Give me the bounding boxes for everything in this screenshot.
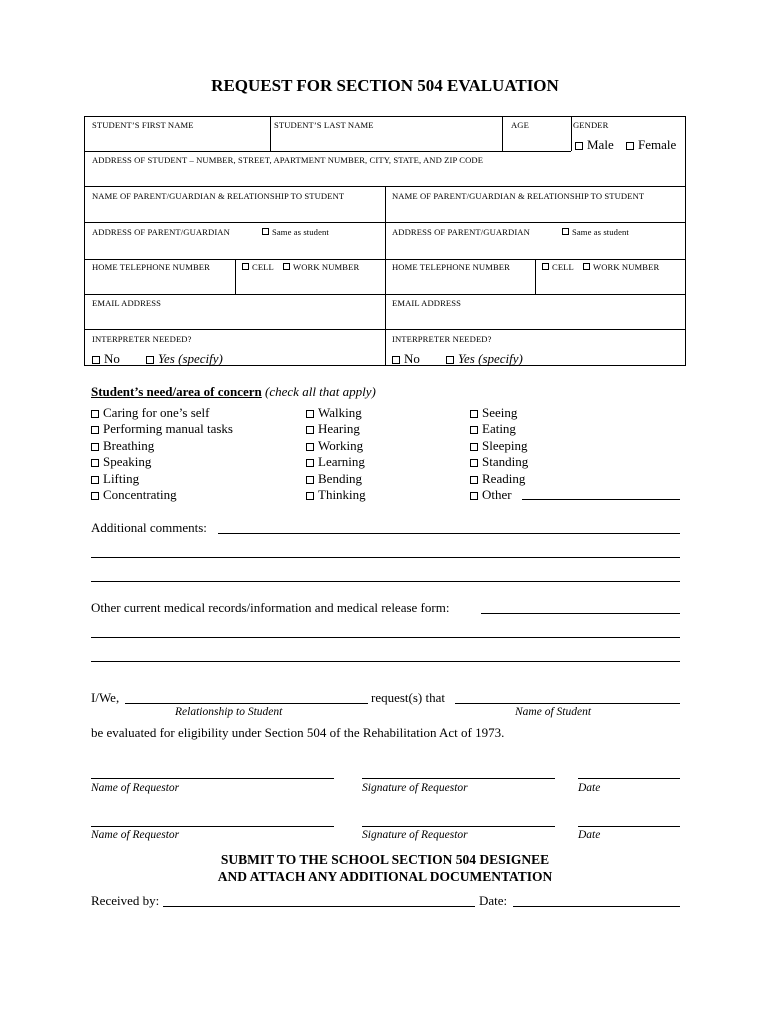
requestor-signature-caption: Signature of Requestor: [362, 782, 468, 794]
received-by-line[interactable]: [163, 906, 475, 907]
iwe-label: I/We,: [91, 690, 120, 705]
checkbox[interactable]: [92, 356, 100, 364]
received-by-label: Received by:: [91, 893, 160, 908]
gender-label: GENDER: [573, 120, 609, 130]
checkbox[interactable]: [542, 263, 549, 270]
submit-line-2: AND ATTACH ANY ADDITIONAL DOCUMENTATION: [217, 869, 553, 884]
medical-line[interactable]: [91, 637, 680, 638]
requestor-signature-caption: Signature of Requestor: [362, 829, 468, 841]
concern-option[interactable]: Hearing: [306, 421, 366, 437]
checkbox[interactable]: [91, 459, 99, 467]
checkbox[interactable]: [91, 492, 99, 500]
checkbox[interactable]: [470, 443, 478, 451]
other-specify-line[interactable]: [522, 499, 680, 500]
interpreter-label-2: INTERPRETER NEEDED?: [392, 334, 492, 344]
checkbox[interactable]: [91, 410, 99, 418]
concern-option[interactable]: Concentrating: [91, 487, 233, 503]
date-line[interactable]: [578, 778, 680, 779]
checkbox[interactable]: [306, 492, 314, 500]
concern-option[interactable]: Walking: [306, 405, 366, 421]
concern-option[interactable]: Standing: [470, 454, 528, 470]
date-line[interactable]: [578, 826, 680, 827]
work-number-option[interactable]: WORK NUMBER: [283, 262, 359, 272]
requestor-signature-line[interactable]: [362, 826, 555, 827]
work-number-option-2[interactable]: WORK NUMBER: [583, 262, 659, 272]
concern-option[interactable]: Caring for one’s self: [91, 405, 233, 421]
checkbox[interactable]: [306, 459, 314, 467]
home-phone-label: HOME TELEPHONE NUMBER: [92, 262, 210, 272]
submit-line-1: SUBMIT TO THE SCHOOL SECTION 504 DESIGNEE: [220, 852, 550, 867]
concern-column-1: [91, 405, 233, 503]
checkbox[interactable]: [575, 142, 583, 150]
same-as-student-option[interactable]: Same as student: [262, 227, 329, 237]
concern-option[interactable]: Speaking: [91, 454, 233, 470]
requestor-name-line[interactable]: [91, 826, 334, 827]
concern-option[interactable]: Learning: [306, 454, 366, 470]
concern-option[interactable]: Performing manual tasks: [91, 421, 233, 437]
date-caption: Date: [578, 829, 601, 841]
checkbox[interactable]: [562, 228, 569, 235]
female-option[interactable]: Female: [626, 137, 676, 153]
requestor-name-caption: Name of Requestor: [91, 782, 180, 794]
email-label: EMAIL ADDRESS: [92, 298, 162, 308]
comments-line[interactable]: [91, 581, 680, 582]
divider: [502, 117, 503, 151]
interpreter-yes-option[interactable]: Yes (specify): [146, 351, 223, 367]
concern-option[interactable]: Eating: [470, 421, 528, 437]
checkbox[interactable]: [91, 443, 99, 451]
relationship-line[interactable]: [125, 703, 368, 704]
checkbox[interactable]: [470, 459, 478, 467]
checkbox[interactable]: [306, 443, 314, 451]
checkbox[interactable]: [306, 410, 314, 418]
checkbox[interactable]: [91, 476, 99, 484]
divider: [535, 259, 536, 294]
student-name-caption: Name of Student: [515, 706, 592, 718]
checkbox[interactable]: [470, 410, 478, 418]
home-phone-label-2: HOME TELEPHONE NUMBER: [392, 262, 510, 272]
divider: [85, 151, 571, 152]
parent-address-label-2: ADDRESS OF PARENT/GUARDIAN: [392, 227, 530, 237]
cell-option[interactable]: CELL: [242, 262, 274, 272]
additional-comments-label: Additional comments:: [91, 520, 207, 535]
parent-address-label: ADDRESS OF PARENT/GUARDIAN: [92, 227, 230, 237]
first-name-label: STUDENT’S FIRST NAME: [92, 120, 194, 130]
concern-option[interactable]: Sleeping: [470, 438, 528, 454]
requests-that-label: request(s) that: [371, 690, 446, 705]
checkbox[interactable]: [262, 228, 269, 235]
received-date-label: Date:: [479, 893, 508, 908]
received-date-line[interactable]: [513, 906, 680, 907]
comments-line[interactable]: [91, 557, 680, 558]
divider: [385, 186, 386, 366]
concern-option[interactable]: Lifting: [91, 471, 233, 487]
same-as-student-option-2[interactable]: Same as student: [562, 227, 629, 237]
checkbox[interactable]: [306, 476, 314, 484]
checkbox[interactable]: [626, 142, 634, 150]
checkbox[interactable]: [392, 356, 400, 364]
concern-option[interactable]: Bending: [306, 471, 366, 487]
checkbox[interactable]: [242, 263, 249, 270]
requestor-signature-line[interactable]: [362, 778, 555, 779]
date-caption: Date: [578, 782, 601, 794]
concern-option[interactable]: Breathing: [91, 438, 233, 454]
checkbox[interactable]: [470, 492, 478, 500]
concern-heading: Student’s need/area of concern (check all that apply): [91, 384, 376, 399]
page-title: REQUEST FOR SECTION 504 EVALUATION: [211, 76, 559, 95]
medical-line[interactable]: [91, 661, 680, 662]
comments-line[interactable]: [218, 533, 680, 534]
concern-option-other[interactable]: Other: [470, 487, 528, 503]
evaluation-statement: be evaluated for eligibility under Section 504 of the Rehabilitation Act of 1973.: [91, 725, 505, 740]
divider: [270, 117, 271, 151]
relationship-caption: Relationship to Student: [175, 706, 283, 718]
checkbox[interactable]: [470, 426, 478, 434]
checkbox[interactable]: [306, 426, 314, 434]
requestor-name-caption: Name of Requestor: [91, 829, 180, 841]
checkbox[interactable]: [91, 426, 99, 434]
interpreter-no-option-2[interactable]: No: [392, 351, 420, 367]
medical-line[interactable]: [481, 613, 680, 614]
parent-name-label: NAME OF PARENT/GUARDIAN & RELATIONSHIP TO STUDENT: [92, 191, 345, 201]
checkbox[interactable]: [470, 476, 478, 484]
email-label-2: EMAIL ADDRESS: [392, 298, 462, 308]
interpreter-label: INTERPRETER NEEDED?: [92, 334, 192, 344]
concern-option[interactable]: Thinking: [306, 487, 366, 503]
concern-column-3: [470, 405, 528, 503]
student-info-form: [84, 116, 686, 366]
student-name-line[interactable]: [455, 703, 680, 704]
concern-option[interactable]: Seeing: [470, 405, 528, 421]
interpreter-yes-option-2[interactable]: Yes (specify): [446, 351, 523, 367]
concern-option[interactable]: Reading: [470, 471, 528, 487]
submit-instructions: [0, 851, 770, 885]
concern-option[interactable]: Working: [306, 438, 366, 454]
checkbox[interactable]: [583, 263, 590, 270]
parent-name-label-2: NAME OF PARENT/GUARDIAN & RELATIONSHIP TO STUDENT: [392, 191, 645, 201]
interpreter-no-option[interactable]: No: [92, 351, 120, 367]
divider: [571, 117, 572, 151]
last-name-label: STUDENT’S LAST NAME: [274, 120, 374, 130]
student-address-label: ADDRESS OF STUDENT – NUMBER, STREET, APARTMENT NUMBER, CITY, STATE, AND ZIP CODE: [92, 155, 484, 165]
checkbox[interactable]: [146, 356, 154, 364]
concern-column-2: [306, 405, 366, 503]
male-option[interactable]: Male: [575, 137, 614, 153]
divider: [235, 259, 236, 294]
checkbox[interactable]: [283, 263, 290, 270]
checkbox[interactable]: [446, 356, 454, 364]
cell-option-2[interactable]: CELL: [542, 262, 574, 272]
age-label: AGE: [511, 120, 529, 130]
medical-records-label: Other current medical records/information and medical release form:: [91, 600, 450, 615]
requestor-name-line[interactable]: [91, 778, 334, 779]
